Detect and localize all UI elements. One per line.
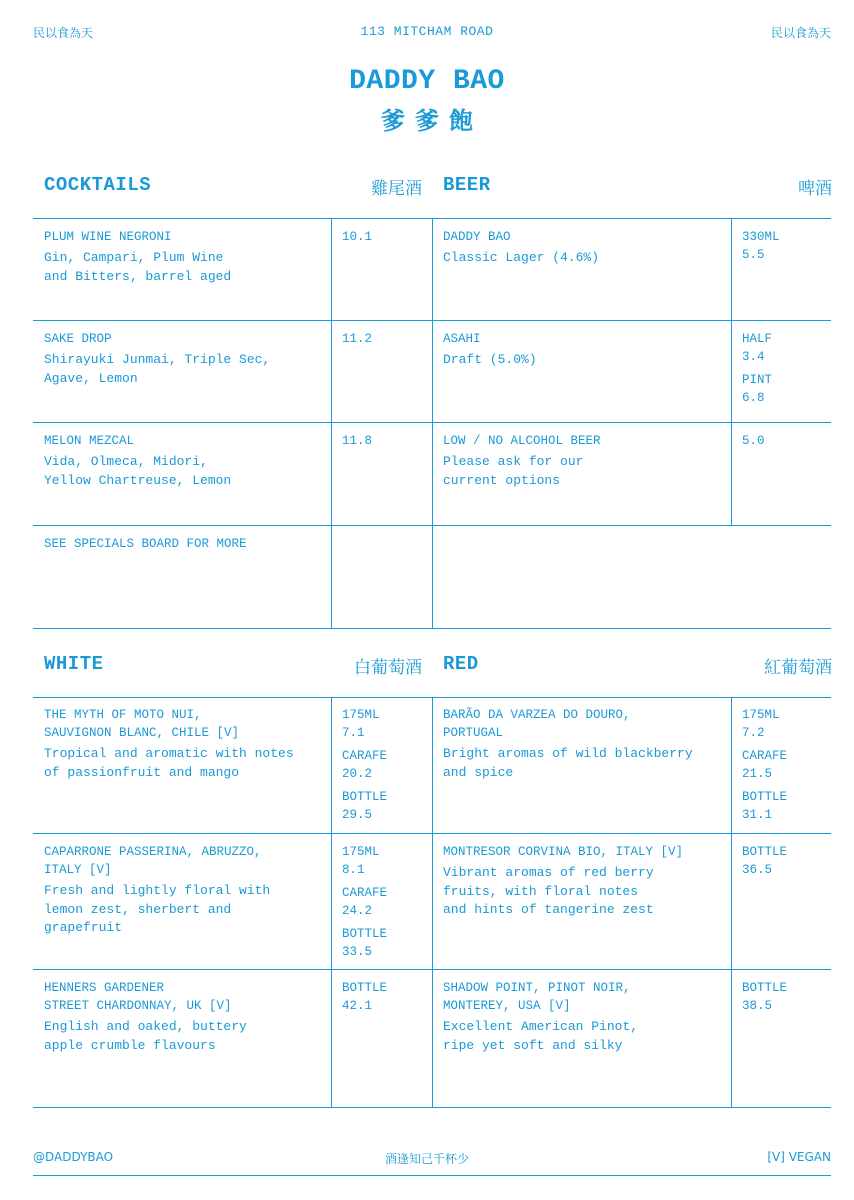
price-value: 31.1 bbox=[742, 808, 773, 822]
wine-name: HENNERS GARDENER STREET CHARDONNAY, UK [V] bbox=[44, 981, 232, 1013]
cocktail-item bbox=[44, 228, 324, 286]
red-heading-chinese: 紅葡萄酒 bbox=[764, 658, 832, 678]
cocktail-description: Vida, Olmeca, Midori, Yellow Chartreuse, Lemon bbox=[44, 454, 232, 488]
cocktails-heading: COCKTAILS bbox=[44, 174, 152, 196]
beer-heading: BEER bbox=[443, 174, 491, 196]
price-label: CARAFE bbox=[742, 749, 788, 763]
wine-price-list bbox=[742, 706, 787, 829]
price-label: HALF bbox=[742, 332, 773, 346]
price-value: 21.5 bbox=[742, 767, 773, 781]
wine-price-list bbox=[342, 843, 387, 966]
beer-name: LOW / NO ALCOHOL BEER bbox=[443, 434, 601, 448]
header-left-chinese: 民以食為天 bbox=[33, 26, 94, 40]
price-label: BOTTLE bbox=[742, 790, 788, 804]
price-label: 175ML bbox=[742, 708, 780, 722]
specials-note: SEE SPECIALS BOARD FOR MORE bbox=[44, 537, 247, 551]
price-value: 24.2 bbox=[342, 904, 373, 918]
wine-description: Excellent American Pinot, ripe yet soft and silky bbox=[443, 1019, 639, 1053]
price-value: 20.2 bbox=[342, 767, 373, 781]
red-wine-item bbox=[443, 706, 728, 782]
beer-description: Classic Lager (4.6%) bbox=[443, 250, 600, 265]
price-value: 7.1 bbox=[342, 726, 365, 740]
wine-description: English and oaked, buttery apple crumble flavours bbox=[44, 1019, 247, 1053]
price-value: 6.8 bbox=[742, 391, 765, 405]
wine-price-list bbox=[742, 843, 787, 884]
cocktail-price: 11.2 bbox=[342, 332, 373, 346]
white-wine-item bbox=[44, 979, 326, 1055]
price-value: 36.5 bbox=[742, 863, 773, 877]
price-label: BOTTLE bbox=[742, 845, 788, 859]
beer-name: DADDY BAO bbox=[443, 230, 511, 244]
white-wine-item bbox=[44, 706, 326, 782]
beer-price: 5.0 bbox=[742, 434, 765, 448]
cocktail-description: Gin, Campari, Plum Wine and Bitters, barrel aged bbox=[44, 250, 232, 284]
beer-heading-chinese: 啤酒 bbox=[798, 179, 832, 199]
beer-description: Please ask for our current options bbox=[443, 454, 584, 488]
wine-description: Fresh and lightly floral with lemon zest, sherbert and grapefruit bbox=[44, 883, 271, 935]
footer-divider bbox=[33, 1175, 831, 1176]
cocktail-price: 10.1 bbox=[342, 230, 373, 244]
cocktail-item bbox=[44, 432, 324, 490]
header-right-chinese: 民以食為天 bbox=[770, 26, 831, 40]
price-value: 3.4 bbox=[742, 350, 765, 364]
price-label: CARAFE bbox=[342, 749, 388, 763]
column-divider bbox=[331, 697, 332, 1107]
beer-price-list bbox=[742, 228, 780, 269]
beer-description: Draft (5.0%) bbox=[443, 352, 537, 367]
price-label: BOTTLE bbox=[342, 981, 388, 995]
red-heading: RED bbox=[443, 653, 479, 675]
price-value: 29.5 bbox=[342, 808, 373, 822]
wine-price-list bbox=[342, 706, 387, 829]
wine-name: SHADOW POINT, PINOT NOIR, MONTEREY, USA [V] bbox=[443, 981, 631, 1013]
wine-name: BARÃO DA VARZEA DO DOURO, PORTUGAL bbox=[443, 708, 631, 740]
cocktail-name: SAKE DROP bbox=[44, 332, 112, 346]
price-label: 330ML bbox=[742, 230, 780, 244]
price-label: BOTTLE bbox=[342, 790, 388, 804]
price-label: 175ML bbox=[342, 845, 380, 859]
white-heading: WHITE bbox=[44, 653, 104, 675]
white-heading-chinese: 白葡萄酒 bbox=[354, 658, 422, 678]
cocktail-name: PLUM WINE NEGRONI bbox=[44, 230, 172, 244]
wine-name: THE MYTH OF MOTO NUI, SAUVIGNON BLANC, CHILE [V] bbox=[44, 708, 240, 740]
red-wine-item bbox=[443, 979, 728, 1055]
price-label: BOTTLE bbox=[342, 927, 388, 941]
price-value: 7.2 bbox=[742, 726, 765, 740]
brand-logo: DADDY BAO bbox=[349, 66, 505, 97]
footer-social-handle: @DADDYBAO bbox=[33, 1150, 114, 1164]
price-value: 5.5 bbox=[742, 248, 765, 262]
wine-description: Vibrant aromas of red berry fruits, with floral notes and hints of tangerine zest bbox=[443, 865, 654, 917]
price-label: BOTTLE bbox=[742, 981, 788, 995]
beer-item bbox=[443, 330, 728, 370]
wine-price-list bbox=[342, 979, 387, 1020]
column-divider bbox=[432, 697, 433, 1107]
column-divider bbox=[432, 218, 433, 628]
wine-name: CAPARRONE PASSERINA, ABRUZZO, ITALY [V] bbox=[44, 845, 262, 877]
column-divider bbox=[731, 218, 732, 525]
column-divider bbox=[731, 697, 732, 1107]
price-value: 8.1 bbox=[342, 863, 365, 877]
beer-price-list bbox=[742, 330, 772, 412]
wine-description: Tropical and aromatic with notes of passionfruit and mango bbox=[44, 746, 294, 780]
wine-description: Bright aromas of wild blackberry and spice bbox=[443, 746, 693, 780]
cocktail-name: MELON MEZCAL bbox=[44, 434, 135, 448]
cocktail-item bbox=[44, 330, 324, 388]
price-label: PINT bbox=[742, 373, 773, 387]
beer-item bbox=[443, 228, 728, 268]
price-label: 175ML bbox=[342, 708, 380, 722]
red-wine-item bbox=[443, 843, 728, 920]
header-address: 113 MITCHAM ROAD bbox=[360, 24, 494, 39]
footer-vegan-note: [V] VEGAN bbox=[767, 1150, 831, 1164]
price-label: CARAFE bbox=[342, 886, 388, 900]
price-value: 33.5 bbox=[342, 945, 373, 959]
cocktail-description: Shirayuki Junmai, Triple Sec, Agave, Lemon bbox=[44, 352, 271, 386]
cocktail-price: 11.8 bbox=[342, 434, 373, 448]
wine-name: MONTRESOR CORVINA BIO, ITALY [V] bbox=[443, 845, 684, 859]
footer-proverb: 酒逢知己千杯少 bbox=[384, 1152, 469, 1166]
cocktails-heading-chinese: 雞尾酒 bbox=[371, 179, 422, 199]
price-value: 42.1 bbox=[342, 999, 373, 1013]
divider bbox=[33, 628, 831, 629]
brand-logo-chinese: 爹爹飽 bbox=[381, 107, 483, 135]
beer-item bbox=[443, 432, 728, 490]
column-divider bbox=[331, 218, 332, 628]
price-value: 38.5 bbox=[742, 999, 773, 1013]
beer-name: ASAHI bbox=[443, 332, 481, 346]
white-wine-item bbox=[44, 843, 326, 938]
wine-price-list bbox=[742, 979, 787, 1020]
divider bbox=[33, 1107, 831, 1108]
